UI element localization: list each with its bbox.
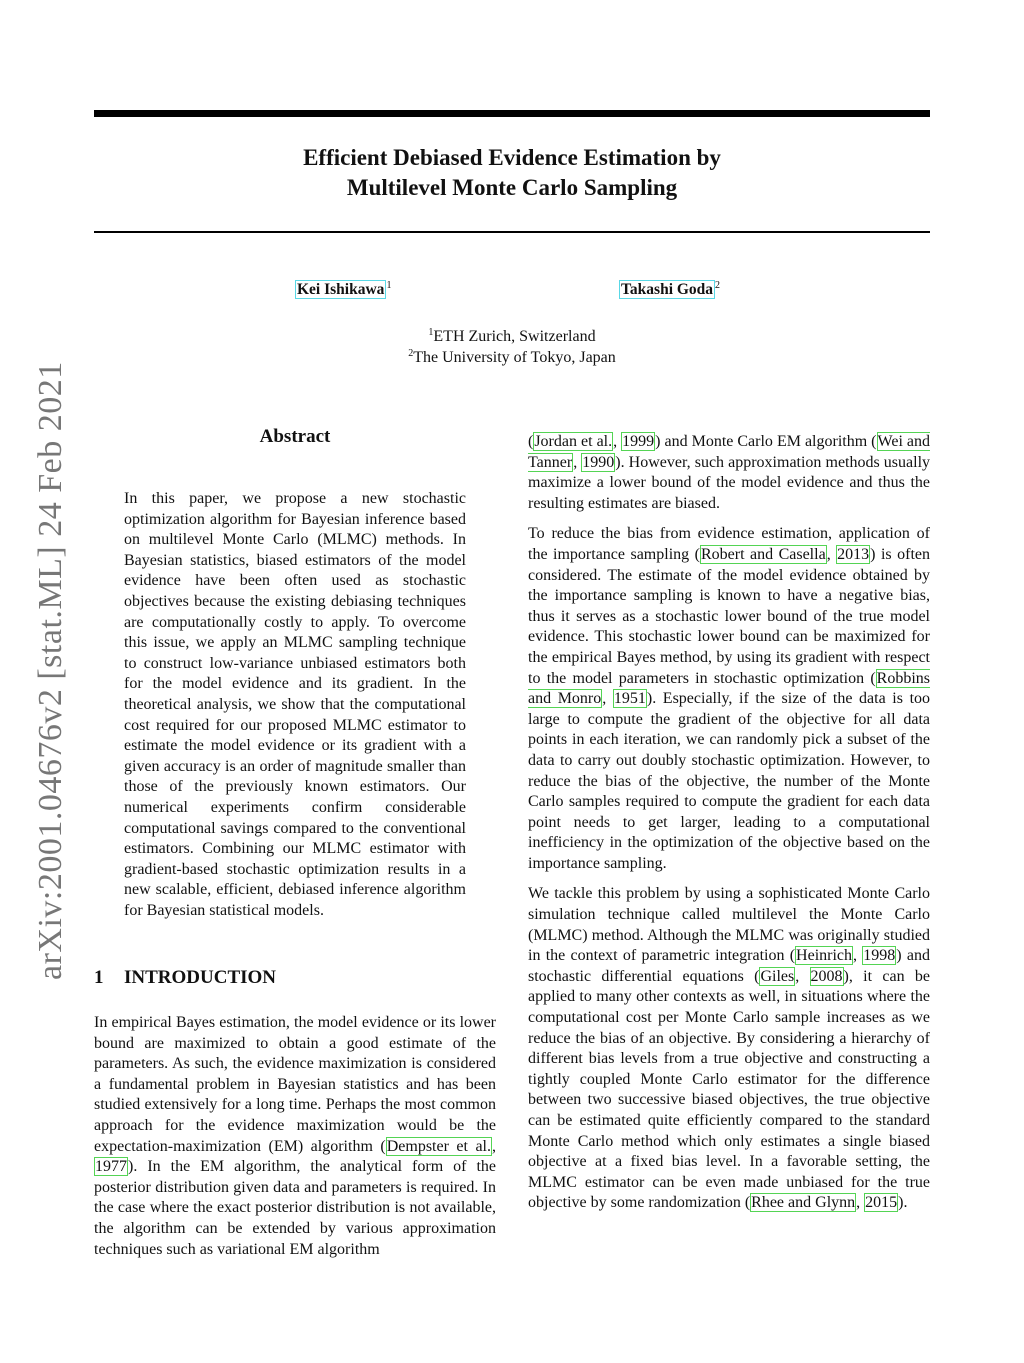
r-p2-sep2: , — [602, 690, 613, 708]
intro-cite-sep: , — [492, 1137, 496, 1155]
r-p3-a: We tackle this problem by using a sophisticated Monte Carlo simulation technique called multilevel the Monte Carlo (MLMC) method. Although the MLMC was originally studied in the context of parametric integration ( — [528, 885, 930, 965]
citation-wei-tanner-year[interactable]: 1990 — [582, 453, 615, 471]
author-1 — [295, 280, 391, 299]
section-number: 1 — [94, 967, 104, 988]
citation-heinrich-year[interactable]: 1998 — [863, 947, 896, 965]
r-p1-c: ). However, such approximation methods usually maximize a lower bound of the model evidence and thus the resulting estimates are biased. — [528, 453, 931, 512]
citation-giles[interactable]: Giles — [760, 967, 795, 985]
r-p3-sep3: , — [856, 1194, 865, 1212]
author-2-link[interactable]: Takashi Goda — [621, 281, 714, 298]
citation-rhee-glynn[interactable]: Rhee and Glynn — [751, 1194, 856, 1212]
r-p1-b: ) and Monte Carlo EM algorithm ( — [655, 433, 877, 450]
citation-robbins-monro[interactable]: Robbins and Monro — [528, 669, 930, 708]
citation-heinrich[interactable]: Heinrich — [796, 947, 853, 965]
abstract-body: In this paper, we propose a new stochastic optimization algorithm for Bayesian inference based on multilevel Monte Carlo (MLMC) methods. In Bayesian statistics, biased estimators of the model evidence have been often used as stochastic objectives because the existing debiasing techniques are computationally costly to apply. To overcome this issue, we apply an MLMC sampling technique to construct low-variance unbiased estimators both for the model evidence and its gradient. In the theoretical analysis, we show that the computational cost required for our proposed MLMC estimator to estimate the model evidence or its gradient with a given accuracy is an order of magnitude smaller than those of the previously known estimators. Our numerical experiments confirm considerable computational savings compared to the conventional estimators. Combining our MLMC estimator with gradient-based stochastic optimization results in a new scalable, efficient, debiased inference algorithm for Bayesian statistical models. — [124, 490, 466, 919]
r-p2-c: ). Especially, if the size of the data is too large to compute the gradient of the objective for all data points in each iteration, we can randomly pick a subset of the data to carry out doubly stochastic optimization. However, to reduce the bias of the objective, the number of the Monte Carlo samples required to compute the gradient for each data point needs to get larger, leading to a computational inefficiency in the optimization of the objective based on the importance sampling. — [528, 690, 931, 872]
r-p2-sep1: , — [826, 545, 837, 563]
citation-robert-casella[interactable]: Robert and Casella — [700, 545, 826, 563]
affiliation-2 — [94, 343, 930, 368]
author-1-link[interactable]: Kei Ishikawa — [297, 281, 385, 298]
r-p2-b: ) is often considered. The estimate of the model evidence obtained by the importance sampling is known to have a negative bias, thus it serves as a stochastic lower bound of the true model evidence. This stochastic lower bound can be maximized for the empirical Bayes method, by using its gradient with respect to the model parameters in stochastic optimization ( — [528, 545, 931, 687]
section-title: INTRODUCTION — [124, 967, 277, 988]
paper-title — [94, 143, 930, 203]
citation-rhee-glynn-year[interactable]: 2015 — [865, 1194, 898, 1212]
intro-text-b: ). In the EM algorithm, the analytical form of the posterior distribution given data and parameters is required. In the case where the exact posterior distribution is not available, the algorithm can be extended by various approximation techniques such as variational EM algorithm — [94, 1158, 496, 1258]
title-line-1: Efficient Debiased Evidence Estimation by — [303, 145, 721, 170]
r-p1-sep2: , — [573, 453, 582, 471]
r-p3-d: ). — [898, 1194, 908, 1212]
right-paragraph-2 — [528, 524, 930, 874]
arxiv-identifier: arXiv:2001.04676v2 [stat.ML] 24 Feb 2021 — [32, 361, 69, 980]
top-rule — [94, 110, 930, 117]
r-p3-b: ) and stochastic differential equations ( — [528, 947, 930, 985]
r-p1-sep1: , — [613, 433, 622, 450]
r-p1-a: ( — [528, 433, 534, 450]
citation-giles-year[interactable]: 2008 — [810, 967, 843, 985]
section-heading-introduction — [94, 967, 276, 989]
right-paragraph-3 — [528, 884, 930, 1214]
title-bottom-rule — [94, 231, 930, 233]
citation-dempster[interactable]: Dempster et al. — [386, 1137, 491, 1155]
affiliation-2-text: The University of Tokyo, Japan — [413, 349, 616, 366]
r-p3-sep2: , — [795, 967, 810, 985]
author-2 — [619, 280, 720, 299]
intro-text-a: In empirical Bayes estimation, the model evidence or its lower bound are maximized to obtain a good estimate of the parameters. As such, the evidence maximization is considered a fundamental problem in Bayesian statistics and has been studied extensively for a long time. Perhaps the most common approach for the evidence maximization would be the expectation-maximization (EM) algorithm ( — [94, 1014, 496, 1155]
affiliation-1-text: ETH Zurich, Switzerland — [433, 328, 596, 345]
citation-jordan-year[interactable]: 1999 — [622, 433, 655, 450]
affiliation-2-sup: 2 — [408, 348, 414, 359]
citation-jordan[interactable]: Jordan et al. — [534, 433, 613, 450]
r-p3-c: ), it can be applied to many other contexts as well, in situations where the computational cost per Monte Carlo sample increases as we reduce the bias of an objective. By considering a hierarchy of different bias levels from a true objective and constructing a tightly coupled Monte Carlo estimator for the difference between two successive biased objectives, the true objective can be estimated quite efficiently compared to the standard Monte Carlo method which only estimates a single biased objective at a fixed bias level. In a favorable setting, the MLMC estimator can be even made unbiased for the true objective by some randomization ( — [528, 967, 930, 1212]
r-p2-a: To reduce the bias from evidence estimation, application of the importance sampling ( — [528, 525, 930, 563]
author-1-sup: 1 — [386, 280, 392, 291]
citation-dempster-year[interactable]: 1977 — [95, 1158, 127, 1176]
citation-robert-casella-year[interactable]: 2013 — [837, 545, 870, 563]
author-2-sup: 2 — [715, 280, 721, 291]
abstract-heading: Abstract — [259, 426, 331, 447]
citation-robbins-monro-year[interactable]: 1951 — [613, 690, 646, 708]
intro-paragraph-1 — [94, 1013, 496, 1260]
citation-wei-tanner[interactable]: Wei and Tanner — [528, 433, 930, 471]
affiliation-1-sup: 1 — [428, 327, 434, 338]
right-column — [528, 432, 930, 1224]
right-paragraph-1 — [528, 432, 930, 514]
r-p3-sep1: , — [853, 947, 863, 965]
title-line-2: Multilevel Monte Carlo Sampling — [346, 175, 678, 200]
